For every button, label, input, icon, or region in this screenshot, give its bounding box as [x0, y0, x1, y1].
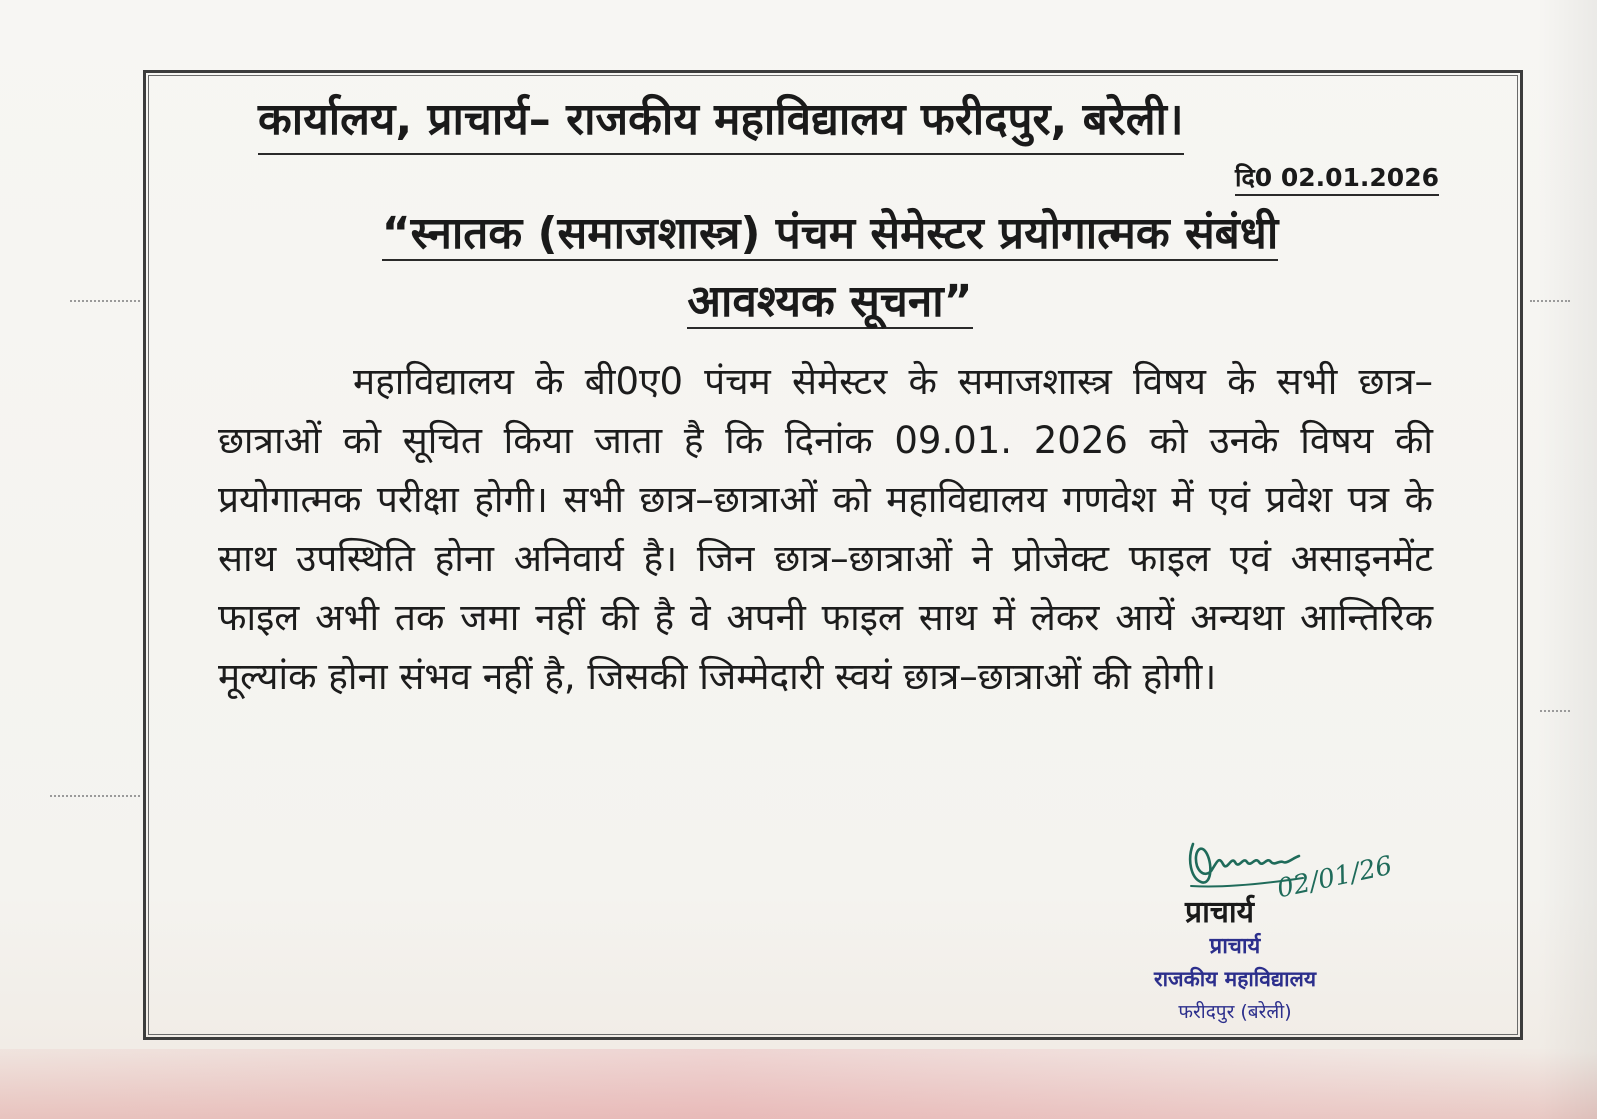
office-stamp: [1130, 930, 1340, 1029]
notice-title-line-1: “स्नातक (समाजशास्त्र) पंचम सेमेस्टर प्रयोगात्मक संबंधी: [381, 208, 1279, 259]
signatory-title: प्राचार्य: [1185, 895, 1255, 930]
paper-edge-shadow: [1537, 0, 1597, 1119]
bottom-tint: [0, 1049, 1597, 1119]
notice-body: महाविद्यालय के बी0ए0 पंचम सेमेस्टर के समाजशास्त्र विषय के सभी छात्र–छात्राओं को सूचित किया जाता है कि दिनांक 09.01. 2026 को उनके विषय की प्रयोगात्मक परीक्षा होगी। सभी छात्र–छात्राओं को महाविद्यालय गणवेश में एवं प्रवेश पत्र के साथ उपस्थिति होना अनिवार्य है। जिन छात्र–छात्राओं ने प्रोजेक्ट फाइल एवं असाइनमेंट फाइल अभी तक जमा नहीं की है वे अपनी फाइल साथ में लेकर आयें अन्यथा आन्तिरिक मूल्यांक होना संभव नहीं है, जिसकी जिम्मेदारी स्वयं छात्र–छात्राओं की होगी।: [218, 360, 1433, 698]
notice-title-line-2: आवश्यक सूचना”: [687, 276, 973, 327]
stamp-designation: प्राचार्य: [1209, 934, 1261, 959]
stamp-location: फरीदपुर (बरेली): [1178, 1001, 1292, 1023]
page-dotted-line: [50, 795, 140, 797]
office-heading: कार्यालय, प्राचार्य– राजकीय महाविद्यालय फरीदपुर, बरेली।: [258, 88, 1184, 155]
stamp-institution: राजकीय महाविद्यालय: [1153, 967, 1317, 991]
signature-date: 02/01/26: [1274, 850, 1395, 905]
notice-title: [200, 200, 1460, 336]
page-dotted-line: [1540, 710, 1570, 712]
notice-date: दि0 02.01.2026: [1235, 160, 1439, 196]
page-dotted-line: [1530, 300, 1570, 302]
page-dotted-line: [70, 300, 140, 302]
